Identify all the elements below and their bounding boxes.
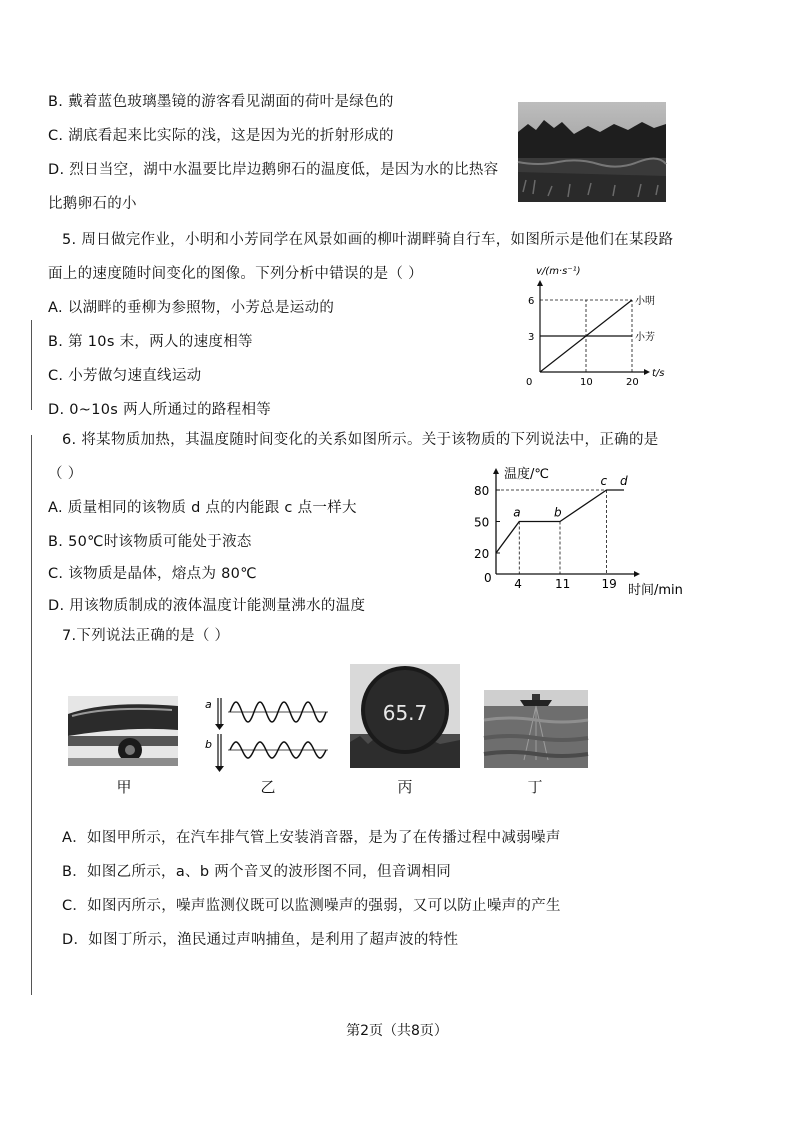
point-label-d: d [620,474,628,488]
x-axis-arrow [644,369,650,375]
x-tick-label: 11 [555,577,571,591]
y-tick-label: 3 [528,332,535,343]
series-label: 小芳 [635,332,655,343]
y-axis-label: 温度/℃ [504,467,549,482]
sonar-fishing-photo [484,690,588,768]
q5-option-d: D. 0~10s 两人所通过的路程相等 [48,402,272,418]
q5-stem-cont: 面上的速度随时间变化的图像。下列分析中错误的是（ ） [48,266,423,282]
temperature-time-chart [468,462,683,602]
margin-line [31,435,32,995]
car-exhaust-photo [68,696,178,766]
q6-option-c: C. 该物质是晶体，熔点为 80℃ [48,566,257,582]
caption-jia: 甲 [116,778,132,796]
fork-a-label: a [205,698,212,711]
caption-ding: 丁 [527,778,543,796]
x-tick-label: 0 [526,377,533,388]
y-axis-arrow [493,468,499,474]
x-tick-label: 4 [514,577,522,591]
y-tick-label: 20 [474,547,490,561]
q5-option-c: C. 小芳做匀速直线运动 [48,368,202,384]
x-axis-label: t/s [652,368,665,379]
q5-option-a: A. 以湖畔的垂柳为参照物，小芳总是运动的 [48,300,335,316]
series-label: 小明 [635,296,655,307]
noise-monitor-photo [350,664,460,768]
point-label-a: a [513,505,521,520]
y-axis-arrow [537,280,543,286]
q5-option-b: B. 第 10s 末，两人的速度相等 [48,334,253,350]
q7-option-d: D．如图丁所示，渔民通过声呐捕鱼，是利用了超声波的特性 [62,932,459,948]
y-tick-label: 80 [474,484,490,498]
y-axis-label: v/(m·s⁻¹) [536,266,581,277]
q7-option-c: C．如图丙所示，噪声监测仪既可以监测噪声的强弱，又可以防止噪声的产生 [62,898,561,914]
margin-line [31,320,32,410]
q6-stem-cont: （ ） [48,466,83,482]
q4-option-d: D. 烈日当空，湖中水温要比岸边鹅卵石的温度低，是因为水的比热容 [48,162,499,178]
page-footer: 第2页（共8页） [346,1023,448,1039]
meter-reading: 65.7 [382,701,428,725]
point-label-b: b [554,505,562,520]
point-label-c: c [600,474,608,488]
q7-option-a: A．如图甲所示，在汽车排气管上安装消音器，是为了在传播过程中减弱噪声 [62,830,561,846]
x-tick-label: 19 [601,577,617,591]
caption-bing: 丙 [397,778,413,796]
caption-yi: 乙 [260,778,276,796]
q7-option-b: B．如图乙所示，a、b 两个音叉的波形图不同，但音调相同 [62,864,452,880]
fork-b-label: b [205,738,212,751]
q7-stem: 7.下列说法正确的是（ ） [62,628,230,644]
x-axis-label: 时间/min [628,583,683,598]
x-axis-arrow [634,571,640,577]
lake-photo [518,102,666,202]
tuning-fork-waveforms [200,694,335,774]
q4-option-d-cont: 比鹅卵石的小 [48,196,137,212]
y-tick-label: 50 [474,515,490,530]
q6-option-b: B. 50℃时该物质可能处于液态 [48,534,252,550]
q6-option-d: D. 用该物质制成的液体温度计能测量沸水的温度 [48,598,366,614]
q6-option-a: A. 质量相同的该物质 d 点的内能跟 c 点一样大 [48,500,357,516]
x-tick-label: 10 [580,377,593,388]
x-tick-label: 0 [484,571,492,585]
q6-stem: 6. 将某物质加热，其温度随时间变化的关系如图所示。关于该物质的下列说法中，正确的是 [62,432,659,448]
q5-stem: 5. 周日做完作业，小明和小芳同学在风景如画的柳叶湖畔骑自行车，如图所示是他们在某段路 [62,232,674,248]
y-tick-label: 6 [528,296,535,307]
q4-option-b: B. 戴着蓝色玻璃墨镜的游客看见湖面的荷叶是绿色的 [48,94,394,110]
x-tick-label: 20 [626,377,639,388]
q4-option-c: C. 湖底看起来比实际的浅，这是因为光的折射形成的 [48,128,394,144]
speed-time-chart [510,262,665,388]
